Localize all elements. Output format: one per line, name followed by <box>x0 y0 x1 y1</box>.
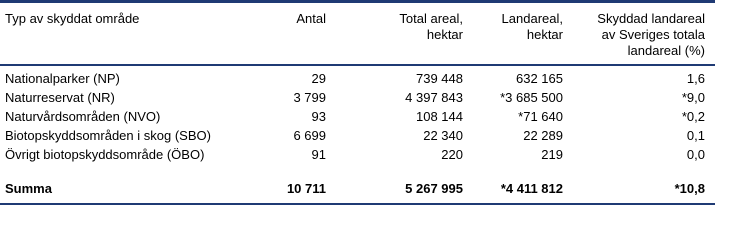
row-type: Naturreservat (NR) <box>5 90 115 105</box>
row-andel: 1,6 <box>686 71 705 86</box>
row-antal: 29 <box>311 71 326 86</box>
header-andel-line1: Skyddad landareal <box>597 11 705 26</box>
header-type <box>5 11 139 27</box>
header-antal <box>296 11 326 27</box>
table-row <box>0 109 715 125</box>
header-total-areal <box>399 11 463 43</box>
row-andel: *0,2 <box>681 109 705 124</box>
row-andel: 0,1 <box>686 128 705 143</box>
row-total-areal: 739 448 <box>416 71 463 86</box>
row-antal: 3 799 <box>293 90 326 105</box>
header-type-line1: Typ av skyddat område <box>5 11 140 26</box>
row-total-areal: 4 397 843 <box>405 90 463 105</box>
table-row <box>0 71 715 87</box>
summary-total-areal: 5 267 995 <box>405 181 463 196</box>
table-bottom-rule <box>0 203 715 205</box>
table-row <box>0 90 715 106</box>
header-bottom-rule <box>0 64 715 66</box>
header-total-areal-line2: hektar <box>426 27 463 42</box>
row-type: Nationalparker (NP) <box>5 71 120 86</box>
row-antal: 91 <box>311 147 326 162</box>
row-antal: 93 <box>311 109 326 124</box>
header-total-areal-line1: Total areal, <box>399 11 463 26</box>
summary-antal: 10 711 <box>286 181 326 196</box>
row-landareal: *71 640 <box>518 109 563 124</box>
summary-landareal: *4 411 812 <box>500 181 563 196</box>
summary-row <box>0 181 715 197</box>
header-landareal <box>502 11 563 43</box>
header-landareal-line2: hektar <box>526 27 563 42</box>
header-antal-line1: Antal <box>296 11 326 26</box>
row-total-areal: 108 144 <box>416 109 463 124</box>
row-landareal: 22 289 <box>523 128 563 143</box>
row-antal: 6 699 <box>293 128 326 143</box>
summary-andel: *10,8 <box>674 181 705 196</box>
row-andel: 0,0 <box>686 147 705 162</box>
summary-label: Summa <box>5 181 52 196</box>
header-andel-line3: landareal (%) <box>627 43 705 58</box>
row-landareal: *3 685 500 <box>500 90 563 105</box>
row-type: Biotopskyddsområden i skog (SBO) <box>5 128 211 143</box>
row-type: Övrigt biotopskyddsområde (ÖBO) <box>5 147 205 162</box>
row-total-areal: 22 340 <box>423 128 463 143</box>
row-landareal: 632 165 <box>516 71 563 86</box>
row-andel: *9,0 <box>681 90 705 105</box>
table-row <box>0 147 715 163</box>
header-landareal-line1: Landareal, <box>501 11 563 26</box>
header-andel <box>597 11 705 59</box>
row-total-areal: 220 <box>441 147 463 162</box>
table-row <box>0 128 715 144</box>
header-andel-line2: av Sveriges totala <box>601 27 705 42</box>
row-landareal: 219 <box>541 147 563 162</box>
row-type: Naturvårdsområden (NVO) <box>5 109 161 124</box>
table-top-rule <box>0 0 715 3</box>
